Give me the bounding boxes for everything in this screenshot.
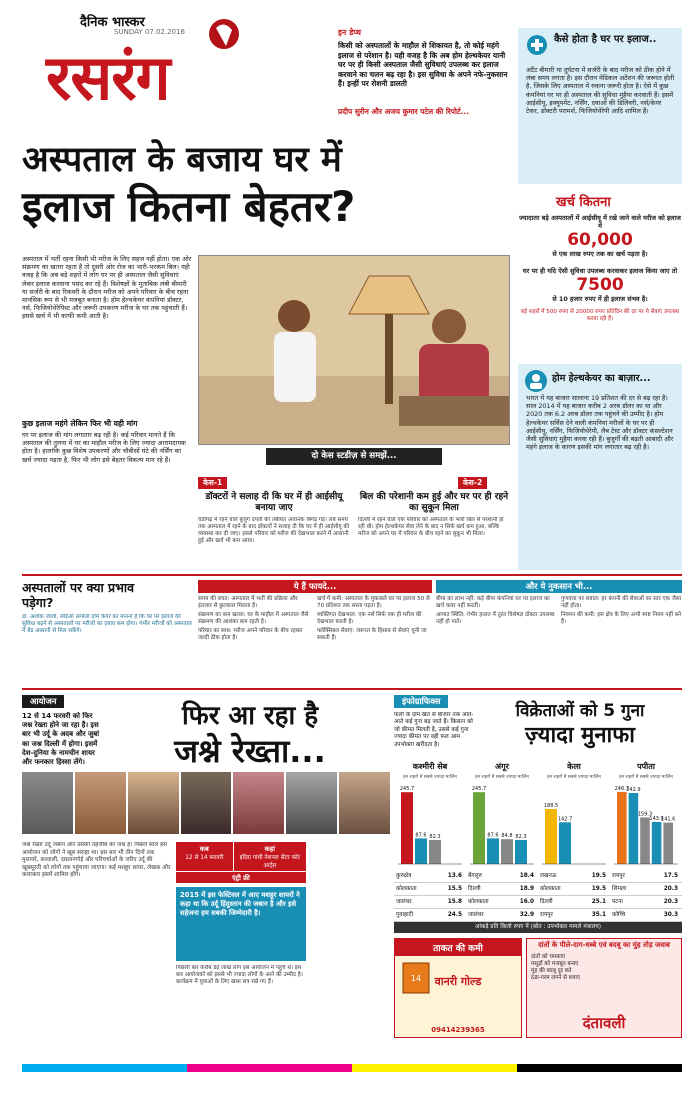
margin-value-label: 142.7 [557,816,573,823]
portrait-photo [128,772,179,834]
masthead [22,10,322,114]
city-table-cell: 16.0 [519,899,534,905]
photo-caption: दो केस स्टडीज़ से समझें... [266,448,442,465]
ad-dantavali[interactable] [526,938,682,1038]
sidebar-how [518,28,682,184]
case-2-text: दिल्ली में रहने वाले एक परिवार को अस्पताल के भारी बिल से परेशानी हो रही थी। होम हेल्थकेयर सेवा लेने के बाद न सिर्फ खर्च कम हुआ, बल्कि मरीज को अपने घर में परिवार के बीच रहने का सुकून भी मिला। [358,517,504,537]
svg-text:14: 14 [410,974,422,983]
city-table-cell: 13.6 [447,873,462,879]
cost-amount-2: 7500 [576,274,624,295]
rekhta-title-line-1: फिर आ रहा है [181,701,319,731]
margin-bar [663,823,673,864]
fruit-name: पपीता [637,762,655,771]
infographic-title [478,700,682,750]
where-label: कहां [264,845,275,853]
city-table-cell: लखनऊ [540,873,557,879]
fruit-name: केला [567,762,581,771]
margin-value-label: 87.6 [415,832,427,839]
rekhta-quote: 2015 में इस फेस्टिवल में आए मशहूर शायरों ने कहा था कि उर्दू हिंदुस्तान की जबान है और इसे सहेजना हम सबकी जिम्मेदारी है। [176,887,306,961]
city-table-cell: 15.8 [447,899,462,905]
section-divider-2 [22,688,682,690]
margin-value-label: 246.7 [614,785,629,792]
margin-bar [640,817,650,864]
city-table-cell: 19.5 [591,873,606,879]
margin-bar [501,839,513,864]
market-title: होम हेल्थकेयर का बाज़ार... [552,373,651,384]
portrait-photo [286,772,337,834]
city-table-cell: 17.5 [663,873,678,879]
city-table-cell: कोच्चि [612,912,626,918]
city-table-row [394,896,682,909]
cost-title: खर्च कितना [556,195,611,210]
question-text: डॉ. अशोक जोशी, सीईओ अपोलो होम केयर का मानना है कि घर पर इलाज की सुविधा बढ़ने से अस्पतालों पर मरीजों का दबाव कम होगा। गंभीर मरीजों को अस्पताल में बेड आसानी से मिल सकेंगे। [22,614,192,634]
infographic-title-line-1: विक्रेताओं को 5 गुना [515,701,645,721]
portrait-photo [75,772,126,834]
margin-bar [652,822,662,864]
portrait-strip [22,772,390,834]
headline-line-2: इलाज कितना बेहतर? [22,182,356,231]
city-table-cell: कोलकाता [468,899,489,905]
city-table-cell: रायपुर [612,873,625,879]
city-table-cell: 15.5 [447,886,462,892]
margin-bar [629,793,639,864]
city-table-cell: दिल्ली [468,886,481,892]
benefits-box [198,580,432,684]
margin-value-label: 141.6 [661,816,676,823]
ad-vanari-gold[interactable] [394,938,522,1038]
brand-name: दैनिक भास्कर [80,15,145,30]
benefit-item: परिवार का साथ: मरीज अपने परिवार के बीच रहकर जल्दी ठीक होता है। [198,628,303,641]
harm-item: बीमा का लाभ नहीं: कई बीमा कंपनियां घर पर इलाज का खर्च कवर नहीं करतीं। [436,596,550,609]
city-table-cell: 24.5 [447,912,462,918]
portrait-photo [181,772,232,834]
market-text: भारत में यह बाजार सालाना 19 प्रतिशत की दर से बढ़ रहा है। साल 2014 में यह बाजार करीब 2 अरब डॉलर का था और 2020 तक 6.2 अरब डॉलर तक पहुंचने की उम्मीद है। होम हेल्थकेयर सर्विस देने वाली कंपनियां मरीजों के घर पर ही आईसीयू, नर्सिंग, फिजियोथेरेपी, लैब टेस्ट और डॉक्टर कंसल्टेशन जैसी सुविधाएं मुहैया करवा रही हैं। बुजुर्गों की बढ़ती आबादी और महंगे इलाज के कारण इसकी मांग लगातार बढ़ रही है। [526,394,674,452]
harms-box [436,580,682,684]
margin-value-label: 188.5 [543,802,559,809]
infographic-title-line-2: ज़्यादा मुनाफा [525,723,635,748]
rekhta-label: आयोजन [22,695,64,708]
city-table-row [394,909,682,922]
cost-amount-1: 60,000 [567,230,633,251]
benefit-item: फ्लेक्सिबल सेवाएं: जरूरत के हिसाब से सेवाएं चुनी जा सकती हैं। [317,628,427,641]
section-divider-1 [22,574,682,576]
city-table-cell: 35.1 [591,912,606,918]
map-emblem-icon [204,16,244,52]
ad1-title: ताकत की कमी [395,939,521,956]
in-depth-authors: प्रदीप सुरीन और अजय कुमार पटेल की रिपोर्ट... [338,107,470,116]
ad2-title: दांतों के पीले-दाग-धब्बे एवं बदबू का मुंह तोड़ जवाब [538,941,670,949]
rekhta-title-line-2: जश्ने रेख्ता... [174,732,326,770]
fruit-name: कश्मीरी सेब [412,762,448,771]
product-box-icon [401,961,431,995]
city-table-row [394,883,682,896]
healthcare-worker-icon [524,369,548,393]
benefits-title: ये हैं फायदे... [198,580,432,593]
margin-bar [415,838,427,864]
margin-bar [515,840,527,864]
city-table-cell: 32.9 [519,912,534,918]
margin-value-label: 87.6 [487,832,499,839]
city-table-cell: कोलकाता [540,886,561,892]
main-headline [22,140,516,234]
cost-text-3: घर पर ही यदि ऐसी सुविधा उपलब्ध करवाकर इलाज किया जाए तो [522,266,678,275]
city-table-cell: कुरुक्षेत्र [396,873,412,879]
margin-bar [545,809,557,864]
harm-item: आपात स्थिति: गंभीर हालत में तुरंत विशेषज्ञ डॉक्टर उपलब्ध नहीं हो पाते। [436,612,555,625]
sidebar-cost [518,192,682,342]
ad1-brand: वानरी गोल्ड [434,975,482,988]
portrait-photo [22,772,73,834]
margin-bar [429,840,441,864]
margin-value-label: 82.3 [515,833,527,840]
when-value: 12 से 14 फरवरी [185,855,224,861]
when-label: कब [199,845,209,853]
city-table [394,870,682,922]
city-table-cell: 30.3 [663,912,678,918]
city-table-cell: शिमला [612,886,627,892]
sidebar-market [518,364,682,570]
how-title: कैसे होता है घर पर इलाज.. [554,34,657,45]
margin-bar [487,838,499,864]
benefit-item: समय की बचत: अस्पताल में भर्ती की प्रक्रिया और इंतजार से छुटकारा मिलता है। [198,596,298,609]
cost-text-2: से एक लाख रुपए तक का खर्च पड़ता है। [552,250,648,259]
case-2-title: बिल की परेशानी कम हुई और घर पर ही रहने का सुकून मिला [359,492,509,513]
margin-value-label: 159.3 [637,811,653,818]
margin-bar [617,792,627,864]
ad2-point: मसूड़ों को मजबूत बनाए [531,961,579,967]
city-table-cell: 20.3 [663,899,678,905]
question-box [22,580,192,684]
margin-value-label: 245.7 [471,786,487,793]
nurse-patient-photo [198,255,510,445]
case-2-label: केस-2 [458,477,487,489]
infographic-label: इंफोग्राफिक्स [394,695,448,708]
cost-note: बड़े शहरों में 500 रुपए से 20000 रुपए प्रतिदिन की दर पर ये सेवाएं उपलब्ध करवा रही हैं। [520,309,680,323]
ad2-point: ठंडा-गरम लगने से बचाए [531,975,580,981]
infographic-footer: आंकड़े प्रति किलो रुपए में (स्रोत : उपभोक्ता मामले मंत्रालय) [394,922,682,933]
rekhta-body-2: पिछली बार करीब डेढ़ लाख लोग इस आयोजन में पहुंचे थे। इस बार आयोजकों को इससे भी ज्यादा लोगों के आने की उम्मीद है। कार्यक्रम में युवाओं के लिए खास सत्र रखे गए हैं। [176,965,303,985]
city-table-cell: जालंधर [396,899,412,905]
article-column [22,255,192,550]
city-table-cell: 25.1 [591,899,606,905]
infographic-intro: फलों के दाम खेत से बाजार तक आते-आते कई गुना बढ़ जाते हैं। किसान को जो कीमत मिलती है, उससे कई गुना ज्यादा कीमत पर वही फल आम उपभोक्ता खरीदता है। [394,712,474,748]
city-table-cell: 19.5 [591,886,606,892]
rekhta-title [110,700,390,770]
in-depth-tag: इन डेप्थ [338,28,362,37]
article-body: अस्पताल में भर्ती रहना किसी भी मरीज के लिए सहज नहीं होता। एक ओर संक्रमण का खतरा रहता है तो दूसरी ओर रोज का भारी-भरकम बिल। यही वजह है कि अब बड़े शहरों में लोग घर पर ही अस्पताल जैसी सुविधाएं लेकर इलाज करवाना पसंद कर रहे हैं। विशेषज्ञों के मुताबिक लंबी बीमारी या सर्जरी के बाद रिकवरी के दौरान मरीज को अपने परिवार के बीच रहना मानसिक रूप से भी मजबूत बनाता है। होम हेल्थकेयर कंपनियां डॉक्टर, नर्स, फिजियोथेरेपिस्ट और जरूरी उपकरण मरीज के घर तक पहुंचाती हैं। इससे खर्च में भी काफी कमी आती है। [22,255,192,321]
medical-cross-icon [526,34,548,56]
ad2-brand: दंतावली [582,1014,626,1032]
margin-value-label: 143.9 [649,815,664,822]
fruit-subtitle: इन शहरों में सबसे ज्यादा मार्जिन [619,775,673,780]
case-1-text: चंडीगढ़ में रहने वाले बुजुर्ग दंपती की तबीयत अचानक बिगड़ गई। लंबे समय तक अस्पताल में रहने के बाद डॉक्टरों ने सलाह दी कि घर में ही आईसीयू की व्यवस्था कर दी जाए। इससे परिवार को मरीज की देखभाल करने में आसानी हुई और खर्च भी कम आया। [198,517,350,544]
fruit-name: अंगूर [495,762,509,771]
city-table-cell: जालंधर [468,912,484,918]
harms-title: और ये नुकसान भी... [436,580,682,593]
cost-text-1: ज्यादातर बड़े अस्पतालों में आईसीयू में रखे जाने वाले मरीज को इलाज में [519,214,681,231]
benefit-item: व्यक्तिगत देखभाल: एक नर्स सिर्फ एक ही मरीज की देखभाल करती है। [317,612,422,625]
city-table-cell: 20.3 [663,886,678,892]
rekhta-info [176,842,306,1032]
article-body-2: घर पर इलाज की मांग लगातार बढ़ रही है। कई परिवार मानते हैं कि अस्पताल की तुलना में घर का माहौल मरीज के लिए ज्यादा आरामदायक होता है। हालांकि कुछ विशेष उपकरणों और चौबीसों घंटे की नर्सिंग का खर्च ज्यादा पड़ता है, फिर भी लोग इसे बेहतर विकल्प मान रहे हैं। [22,431,186,464]
in-depth-box [338,27,508,116]
issue-date: SUNDAY 07.02.2016 [114,28,185,36]
photo-illustration [199,256,510,445]
case-1-title: डॉक्टरों ने सलाह दी कि घर में ही आईसीयू बनाया जाए [205,492,343,513]
margin-value-label: 82.3 [429,833,441,840]
ad2-point: मुंह की बदबू दूर करे [531,968,572,974]
city-table-cell: कोलकाता [396,886,417,892]
how-text: अटैंट बीमारी या दुर्घटना में सर्जरी के बाद मरीज को ठीक होने में लंबा समय लगता है। इस दौरान मेडिकल अटेंशन की जरूरत होती है, जिसके लिए अस्पताल में रुकना जरूरी होता है। ऐसे में कुछ कंपनियां घर पर ही अस्पताल की सुविधा मुहैया करवाती हैं। इसमें आईसीयू, इक्यूपमेंट, नर्सिंग, दवाओं की डिलिवरी, नर्स/केयर टेकर, डॉक्टरी परामर्श, फिजियोथेरेपी आदि शामिल हैं। [526,66,675,116]
fruit-margin-chart [394,760,682,868]
headline-line-1: अस्पताल के बजाय घर में [22,140,342,180]
ad2-point: दांतों को चमकाए [531,954,566,960]
color-registration-strip [22,1064,682,1072]
city-table-cell: गुवाहाटी [396,912,413,918]
portrait-photo [339,772,390,834]
city-table-cell: पटना [612,899,623,905]
case-2-box [358,470,510,570]
article-subhead: कुछ इलाज महंगे लेकिन फिर भी वही मांग [22,419,138,428]
entry-label: एंट्री फ्री [176,872,306,883]
margin-value-label: 245.7 [399,786,415,793]
rekhta-body: जश्ने रेख्ता उर्दू जबान और उसकी तहजीब का जश्न है। पिछले साल इस आयोजन को लोगों ने खूब सराहा था। इस बार भी तीन दिनों तक मुशायरे, कव्वाली, दास्तानगोई और परिचर्चाओं के जरिए उर्दू की खूबसूरती को लोगों तक पहुंचाया जाएगा। कई मशहूर शायर, लेखक और कलाकार इसमें शामिल होंगे। [22,842,171,879]
question-title: अस्पतालों पर क्या प्रभाव पड़ेगा? [22,580,135,610]
margin-bar [559,822,571,864]
city-table-row [394,870,682,883]
rekhta-intro: 12 से 14 फरवरी को फिर जश्न रेख्ता होने जा रहा है। इस बार भी उर्दू के अदब और जुबां का जश्न दिल्ली में होगा। इसमें देश-दुनिया के नामचीन शायर और फनकार हिस्सा लेंगे। [22,712,100,767]
benefit-item: संक्रमण का कम खतरा: घर के माहौल में अस्पताल जैसे संक्रमण की आशंका कम रहती है। [198,612,309,625]
ad1-phone: 09414239365 [431,1026,485,1034]
city-table-cell: दिल्ली [540,899,553,905]
in-depth-text: किसी को अस्पतालों के माहौल से शिकायत है, तो कोई महंगे इलाज से परेशान है। यही वजह है कि अब होम हेल्थकेयर यानी घर पर ही किसी अस्पताल जैसी सुविधाएं उपलब्ध कर इलाज करवाने का चलन बढ़ रहा है। इस सुविधा के अपने नफे-नुकसान हैं। इन्हीं पर रोशनी डालती [338,41,508,89]
margin-value-label: 84.8 [501,833,513,840]
harm-item: नियमन की कमी: इस क्षेत्र के लिए अभी स्पष्ट नियम नहीं बने हैं। [561,612,682,625]
paper-title: रसरंग [46,41,170,114]
case-1-label: केस-1 [198,477,227,489]
harm-item: गुणवत्ता पर सवाल: हर कंपनी की सेवाओं का स्तर एक जैसा नहीं होता। [561,596,682,609]
where-value: इंदिरा गांधी नेशनल सेंटर फॉर आर्ट्स [239,855,300,869]
margin-value-label: 242.9 [626,786,641,793]
margin-bar [401,792,413,864]
city-table-cell: 18.9 [519,886,534,892]
case-1-box [198,470,350,570]
benefit-item: खर्च में कमी: अस्पताल के मुकाबले घर पर इलाज 50 से 70 प्रतिशत तक सस्ता पड़ता है। [317,596,430,609]
margin-bar [473,792,485,864]
fruit-subtitle: इन शहरों में सबसे ज्यादा मार्जिन [475,775,529,780]
city-table-cell: रायपुर [540,912,553,918]
city-table-cell: बेंगलुरु [468,873,482,879]
fruit-subtitle: इन शहरों में सबसे ज्यादा मार्जिन [547,775,601,780]
portrait-photo [233,772,284,834]
city-table-cell: 18.4 [519,873,534,879]
cost-text-4: से 10 हजार रुपए में ही इलाज संभव है। [552,294,648,303]
fruit-subtitle: इन शहरों में सबसे ज्यादा मार्जिन [403,775,457,780]
